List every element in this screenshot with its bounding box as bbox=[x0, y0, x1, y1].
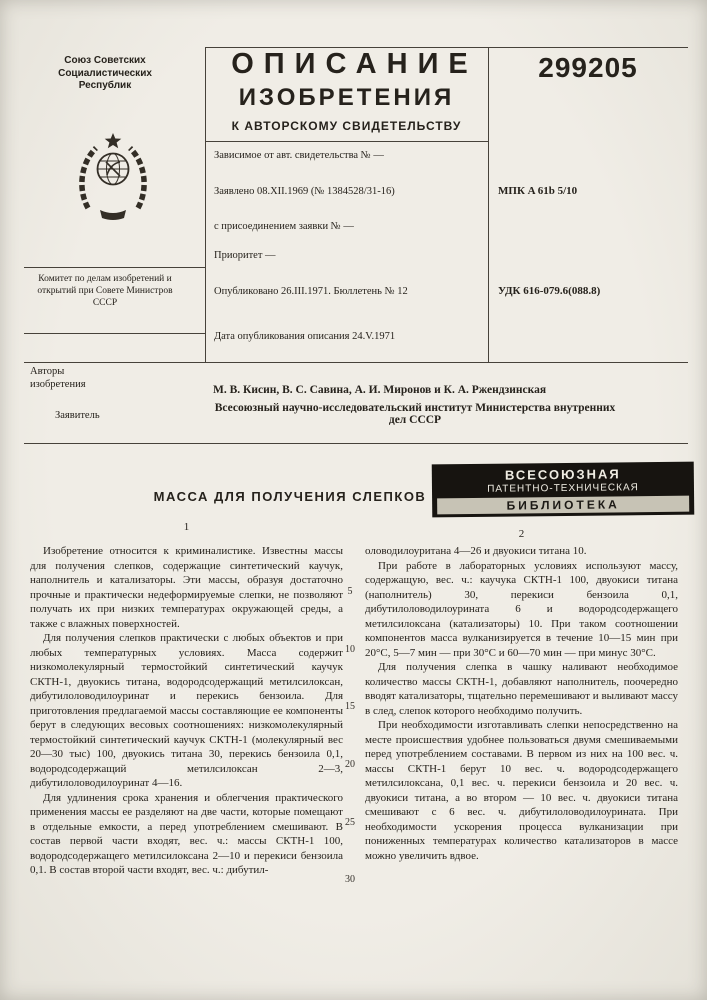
paragraph: При работе в лабораторных условиях используют массу, содержащую, вес. ч.: каучука СКТН-1 100, двуокиси титана (наполнитель) 30, перекиси бензоила 0,1, дибутилоловодилоурината 6 и водородсодержащего метилсилоксана (катализаторы) 10. При таком соотношении компонентов масса вулканизируется в течение 10—15 мин при 20°С, 5—7 мин — при 30°С и 60—70 мин — при минус 30°С. bbox=[365, 559, 678, 659]
paragraph: Для получения слепка в чашку наливают необходимое количество массы СКТН-1, добавляют наполнитель, поочередно вводят катализаторы, тщательно перемешивают и выливают массу в след, слепок которого необходимо получить. bbox=[365, 661, 678, 717]
line-number: 5 bbox=[347, 586, 353, 597]
mpk-class: МПК A 61b 5/10 bbox=[498, 185, 578, 197]
paragraph: При необходимости изготавливать слепки непосредственно на месте происшествия удобнее пользоваться двумя смешиваемыми перед употреблением составами. В первом из них на 100 вес. ч. массы СКТН-1 берут 10 вес. ч. водородсодержащего метилсилоксана, 0,1 вес. ч. перекиси бензоила и 20 вес. ч. двуокиси титана, а во втором — 10 вес. ч. двуокиси титана смешивают с 6 вес. ч. дибутилоловодилоурината. При необходимости ускорения процесса вулканизации при пониженных температурах количество катализаторов в массе можно увеличить вдвое. bbox=[365, 719, 678, 862]
udk-class: УДК 616-079.6(088.8) bbox=[498, 285, 601, 297]
field-joined-application: с присоединением заявки № — bbox=[214, 221, 354, 232]
divider-committee-bottom bbox=[24, 333, 205, 334]
authors-names: М. В. Кисин, В. С. Савина, А. И. Миронов и К. А. Ржендзинская bbox=[213, 384, 547, 396]
applicant-label: Заявитель bbox=[55, 410, 100, 421]
line-number: 15 bbox=[345, 701, 355, 712]
field-publication-date: Дата опубликования описания 24.V.1971 bbox=[214, 331, 396, 342]
stamp-line-3: БИБЛИОТЕКА bbox=[437, 496, 689, 515]
field-priority: Приоритет — bbox=[214, 250, 276, 261]
stamp-line-1: ВСЕСОЮЗНАЯ bbox=[504, 466, 621, 483]
divider-committee-top bbox=[24, 267, 205, 268]
paragraph: Для получения слепков практически с любых объектов и при любых температурных условиях. Масса содержит низкомолекулярный термостойкий синтетический каучук СКТН-1, двуокись титана, водородсодержащий метилсилоксан, дибутилоловодилоуринат и перекись бензоила. Для приготовления предлагаемой массы составляющие ее компоненты берут в следующих весовых соотношениях: низкомолекулярный термостойкий синтетический каучук СКТН-1 (молекулярный вес 20—30 тыс) 100, двуокись титана 30, перекись бензоила 0,1, водородсодержащий метилсилоксан 2—3, дибутилоловодилоуринат 4—16. bbox=[30, 632, 343, 789]
line-number: 10 bbox=[345, 644, 355, 655]
ussr-coat-of-arms bbox=[72, 130, 154, 220]
authors-label: Авторы изобретения bbox=[30, 366, 86, 390]
issuing-union-label: Союз Советских Социалистических Республик bbox=[58, 55, 152, 91]
column-1-number: 1 bbox=[183, 521, 190, 533]
document-number: 299205 bbox=[538, 52, 638, 83]
divider-header-bottom bbox=[24, 362, 688, 363]
field-published: Опубликовано 26.III.1971. Бюллетень № 12 bbox=[214, 286, 408, 297]
paragraph: оловодилоуритана 4—26 и двуокиси титана 10. bbox=[365, 545, 587, 557]
field-dependent-certificate: Зависимое от авт. свидетельства № — bbox=[214, 150, 384, 161]
column-2-number: 2 bbox=[518, 528, 525, 540]
stamp-line-2: ПАТЕНТНО-ТЕХНИЧЕСКАЯ bbox=[487, 482, 639, 495]
masthead-certificate: К АВТОРСКОМУ СВИДЕТЕЛЬСТВУ bbox=[231, 119, 462, 133]
divider-vertical-right bbox=[488, 47, 489, 362]
masthead-opisanie: ОПИСАНИЕ bbox=[231, 48, 478, 80]
paragraph: Для удлинения срока хранения и облегчения практического применения массы ее разделяют на две части, которые помещают в отдельные емкости, а перед употреблением смешивают. В состав первой части входят, вес. ч.: массы СКТН-1 100, водородсодержащего метилсилоксана 2—10 и перекиси бензоила 0,1. В состав второй части входят, вес. ч.: дибутил- bbox=[30, 791, 343, 876]
line-number: 30 bbox=[345, 874, 355, 885]
body-column-2 bbox=[365, 544, 678, 863]
field-filed-date: Заявлено 08.XII.1969 (№ 1384528/31-16) bbox=[214, 186, 395, 197]
committee-label: Комитет по делам изобретений и открытий при Совете Министров СССР bbox=[37, 274, 173, 308]
paragraph: Изобретение относится к криминалистике. Известны массы для получения слепков, содержащие синтетический каучук, наполнитель и катализаторы. Эти массы, образуя достаточно прочные и практически недеформируемые слепки, не позволяют получать их при низких температурах окружающей среды, а также с влажных поверхностей. bbox=[30, 545, 343, 630]
divider-authors-bottom bbox=[24, 443, 688, 444]
divider-under-masthead bbox=[205, 141, 488, 142]
line-number: 25 bbox=[345, 817, 355, 828]
body-column-1 bbox=[30, 544, 343, 878]
invention-title: МАССА ДЛЯ ПОЛУЧЕНИЯ СЛЕПКОВ bbox=[153, 489, 427, 504]
applicant-name: Всесоюзный научно-исследовательский институт Министерства внутренних дел СССР bbox=[214, 402, 616, 426]
library-stamp bbox=[433, 463, 694, 517]
line-number: 20 bbox=[345, 759, 355, 770]
masthead-izobreteniya: ИЗОБРЕТЕНИЯ bbox=[238, 84, 455, 111]
